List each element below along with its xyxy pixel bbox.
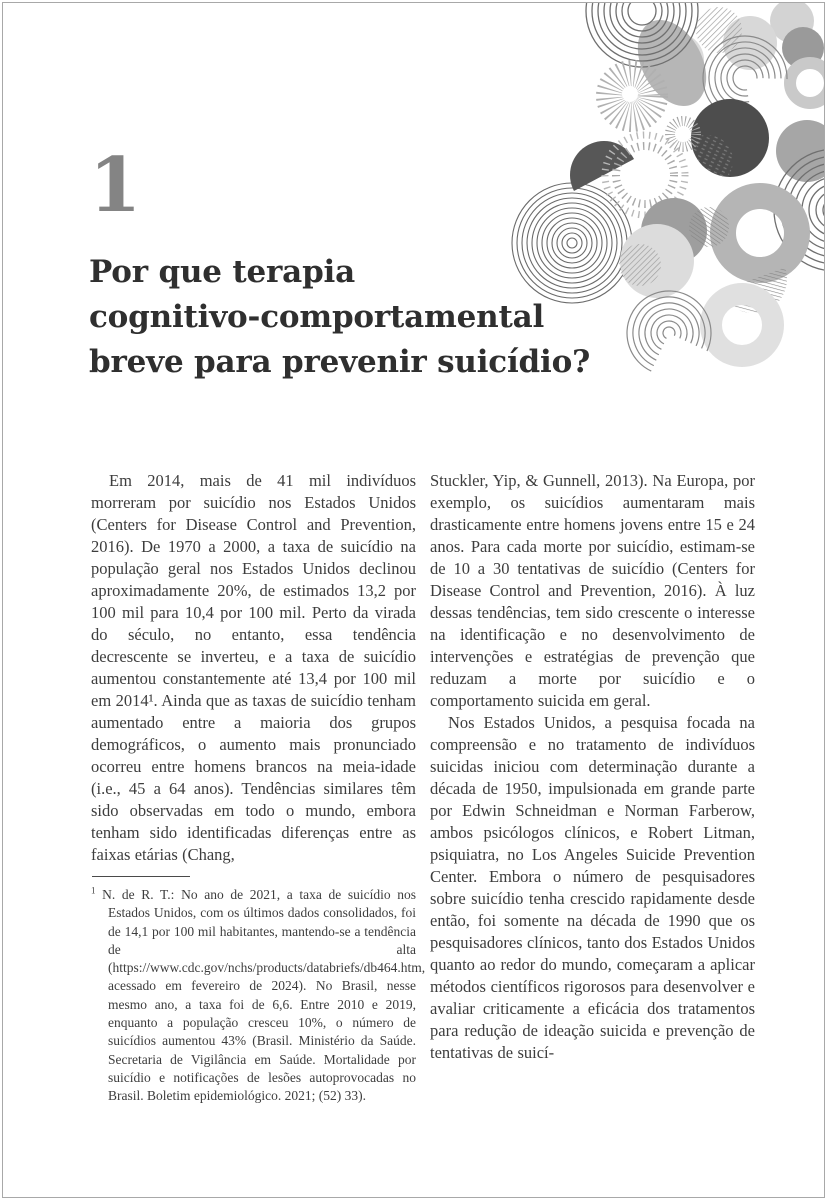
chapter-title: [89, 250, 590, 385]
left-column-paragraph: Em 2014, mais de 41 mil indivíduos morreram por suicídio nos Estados Unidos (Centers for Disease Control and Prevention, 2016). De 1970 a 2000, a taxa de suicídio na população geral nos Estados Unidos declinou aproximadamente 20%, de estimados 13,2 por 100 mil para 10,4 por 100 mil. Perto da virada do século, no entanto, essa tendência decrescente se inverteu, e a taxa de suicídio aumentou constantemente até 13,4 por 100 mil em 2014¹. Ainda que as taxas de suicídio tenham aumentado entre a maioria dos grupos demográficos, o aumento mais pronunciado ocorreu entre homens brancos na meia-idade (i.e., 45 a 64 anos). Tendências similares têm sido observadas em todo o mundo, embora tenham sido identificadas diferenças entre as faixas etárias (Chang,: [91, 471, 416, 864]
chapter-number: 1: [89, 141, 142, 229]
footnote-text: [91, 885, 426, 1106]
footnote-rule: [92, 876, 190, 877]
footnote-body: N. de R. T.: No ano de 2021, a taxa de suicídio nos Estados Unidos, com os últimos dados consolidados, foi de 14,1 por 100 mil habitantes, mantendo-se a tendência de alta (https://www.cdc.gov/nchs/products/databriefs/db464.htm, acessado em fevereiro de 2024). No Brasil, nesse mesmo ano, a taxa foi de 6,6. Entre 2010 e 2019, enquanto a população cresceu 10%, o número de suicídios aumentou 43% (Brasil. Ministério da Saúde. Secretaria de Vigilância em Saúde. Mortalidade por suicídio e notificações de lesões autoprovocadas no Brasil. Boletim epidemiológico. 2021; (52) 33).: [102, 887, 426, 1104]
left-column: [91, 470, 426, 1106]
footnote-marker: 1: [91, 885, 96, 896]
chapter-title-line-3: breve para prevenir suicídio?: [89, 344, 591, 380]
right-column-paragraph-2: Nos Estados Unidos, a pesquisa focada na compreensão e no tratamento de indivíduos suicidas iniciou com determinação durante a década de 1950, impulsionada em grande parte por Edwin Schneidman e Norman Farberow, ambos psicólogos clínicos, e Robert Litman, psiquiatra, no Los Angeles Suicide Prevention Center. Embora o número de pesquisadores sobre suicídio tenha crescido rapidamente desde então, foi somente na década de 1990 que os pesquisadores clínicos, tanto dos Estados Unidos quanto ao redor do mundo, começaram a aplicar métodos científicos rigorosos para desenvolver e avaliar criticamente a eficácia dos tratamentos para redução de ideação suicida e prevenção de tentativas de suicí-: [430, 713, 755, 1062]
chapter-title-line-1: Por que terapia: [89, 254, 356, 290]
body-columns: [91, 470, 755, 1106]
right-column-paragraph-1: Stuckler, Yip, & Gunnell, 2013). Na Europa, por exemplo, os suicídios aumentaram mais drasticamente entre homens jovens entre 15 e 24 anos. Para cada morte por suicídio, estimam-se de 10 a 30 tentativas de suicídio (Centers for Disease Control and Prevention, 2016). À luz dessas tendências, tem sido crescente o interesse na identificação e no desenvolvimento de intervenções e estratégias de prevenção que reduzam a morte por suicídio e o comportamento suicida em geral.: [430, 471, 755, 710]
footnote: [91, 876, 426, 1106]
chapter-title-line-2: cognitivo-comportamental: [89, 299, 545, 335]
right-column: [430, 470, 755, 1106]
